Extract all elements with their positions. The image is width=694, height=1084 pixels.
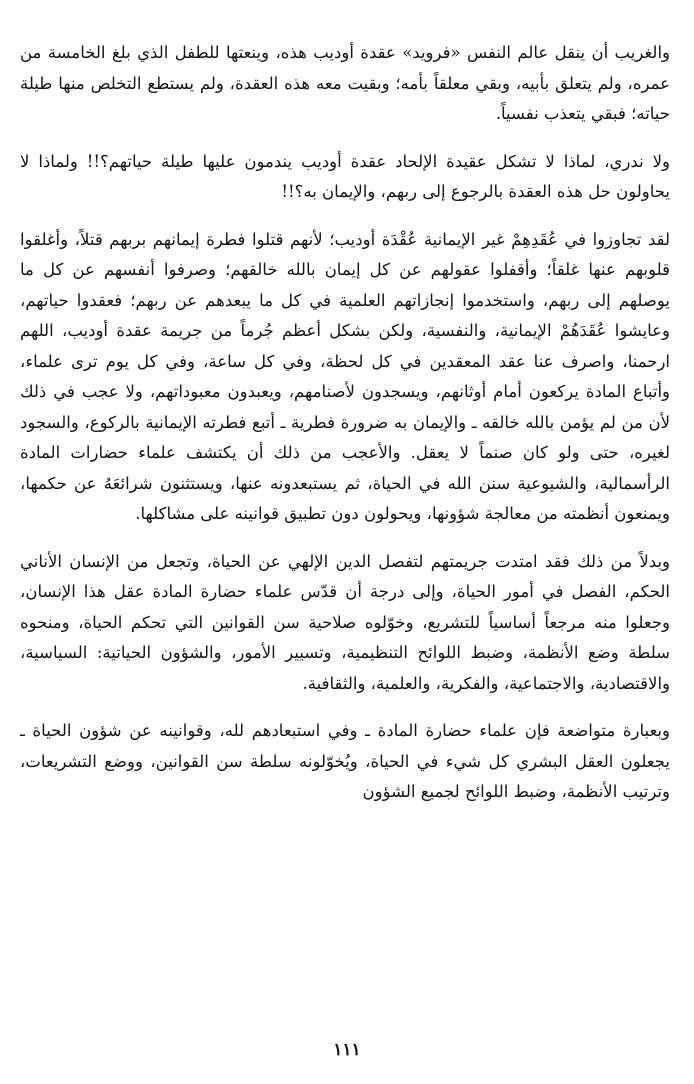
paragraph-atheism-question: ولا ندري، لماذا لا تشكل عقيدة الإلحاد عقدة أوديب يندمون عليها طيلة حياتهم؟!! ولماذا لا يحاولون حل هذه العقدة بالرجوع إلى ربهم، والإيمان به؟!!	[20, 151, 670, 201]
paragraph-separation-of-religion: وبدلاً من ذلك فقد امتدت جريمتهم لتفصل الدين الإلهي عن الحياة، وتجعل من الإنسان الأناني الحكم، الفصل في أمور الحياة، وإلى درجة أن قدّس علماء حضارة المادة عقل هذا الإنسان، وجعلوا منه مرجعاً أساسياً للتشريع، وخوّلوه صلاحية سن القوانين التي تحكم الحياة، ومنحوه سلطة وضع الأنظمة، وضبط اللوائح التنظيمية، وتسيير الأمور، والشؤون الحياتية: السياسية، والاقتصادية، والاجتماعية، والفكرية، والعلمية، والثقافية.	[20, 551, 670, 693]
paragraph-beyond-oedipus: لقد تجاوزوا في عُقَدِهِمْ غير الإيمانية عُقْدَة أوديب؛ لأنهم قتلوا فطرة إيمانهم بربهم قتلاً، وأغلقوا قلوبهم عنها غلقاً؛ وأقفلوا عقولهم عن كل إيمان بالله خالقهم؛ وصرفوا أنفسهم عن كل ما يوصلهم إلى ربهم، واستخدموا إنجازاتهم العلمية في كل ما يبعدهم عن ربهم؛ فعقدوا حياتهم، وعايشوا عُقَدَهُمْ الإيمانية، والنفسية، ولكن بشكل أعظم جُرماً من جريمة عقدة أوديب، اللهم ارحمنا، واصرف عنا عقد المعقدين في كل لحظة، وفي كل ساعة، وفي كل يوم ترى علماء، وأتباع المادة يركعون أمام أوثانهم، ويسجدون لأصنامهم، ويعبدون معبوداتهم، ولا عجب في ذلك لأن من لم يؤمن بالله خالقه ـ والإيمان به ضرورة فطرية ـ أتبع فطرته الإيمانية بالركوع، والسجود لغيره، حتى ولو كان صنماً لا يعقل. والأعجب من ذلك أن يكتشف علماء حضارات المادة الرأسمالية، والشيوعية سنن الله في الحياة، ثم يستبعدونه عنها، ويستثنون شرائعَهُ عن حكمها، ويمنعون أنظمته من معالجة شؤونها، ويحولون دون تطبيق قوانينه على مشاكلها.	[20, 229, 670, 523]
page-number: ١١١	[333, 1040, 361, 1060]
paragraph-oedipus-freud: والغريب أن ينقل عالم النفس «فرويد» عقدة أوديب هذه، وينعتها للطفل الذي بلغ الخامسة من عمره، ولم يتعلق بأبيه، وبقي معلقاً بأمه؛ وبقيت معه هذه العقدة، ولم يستطع التخلص منها طيلة حياته؛ فبقي يتعذب نفسياً.	[20, 43, 670, 123]
paragraph-human-reason: وبعبارة متواضعة فإن علماء حضارة المادة ـ وفي استبعادهم لله، وقوانينه عن شؤون الحياة ـ يجعلون العقل البشري كل شيء في الحياة، ويُخوّلونه سلطة سن القوانين، ووضع التشريعات، وترتيب الأنظمة، وضبط اللوائح لجميع الشؤون	[20, 721, 670, 801]
